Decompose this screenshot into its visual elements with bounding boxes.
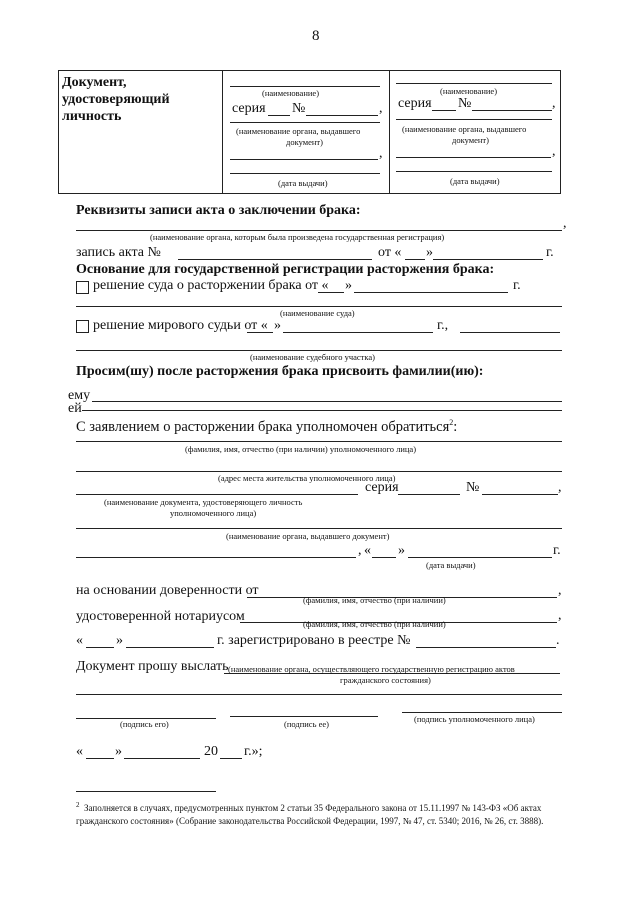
record-number-field[interactable] — [178, 259, 372, 260]
authorized-issuer-field-2[interactable] — [76, 557, 356, 558]
basis-heading: Основание для государственной регистрации расторжения брака: — [76, 262, 495, 277]
surname-her-field[interactable] — [82, 410, 562, 411]
magistrate-day-field[interactable] — [247, 332, 273, 333]
magistrate-extra-field[interactable] — [460, 332, 560, 333]
surname-him-field[interactable] — [92, 401, 562, 402]
record-day-field[interactable] — [405, 259, 425, 260]
issuer-field-2[interactable] — [396, 157, 551, 158]
signature-hers-field[interactable] — [230, 716, 378, 717]
number-field-2[interactable] — [472, 110, 552, 111]
surname-heading: Просим(шу) после расторжения брака присвоить фамилии(ию): — [76, 364, 484, 379]
authorized-heading: С заявлением о расторжении брака уполномочен обратиться$^2$: — [76, 418, 458, 435]
doc-name-field-1[interactable] — [230, 86, 380, 87]
footnote: $^2$ Заполняется в случаях, предусмотренных пунктом 2 статьи 35 Федерального закона от 15.11.1997 № 143-ФЗ «Об актах гражданского состояния» (Собрание законодательства Российской Федерации, 1997, № 47, ст. 5340; 2016, № 26, ст. 3888). — [76, 801, 544, 826]
sign-day-field[interactable] — [86, 758, 114, 759]
page-number: 8 — [312, 28, 320, 44]
magistrate-decision-checkbox[interactable] — [76, 320, 89, 333]
issue-date-field-1[interactable] — [230, 173, 380, 174]
issuer-field-1[interactable] — [230, 159, 378, 160]
court-day-field[interactable] — [318, 292, 344, 293]
authorized-doc-field[interactable] — [76, 494, 358, 495]
authorized-issuer-field[interactable] — [76, 528, 562, 529]
registry-number-field[interactable] — [416, 647, 556, 648]
signature-authorized-field[interactable] — [402, 712, 562, 713]
send-body-field-2[interactable] — [76, 694, 562, 695]
authorized-address-field[interactable] — [76, 471, 562, 472]
issue-date-field-2[interactable] — [396, 171, 552, 172]
court-name-field[interactable] — [76, 306, 562, 307]
court-month-year-field[interactable] — [354, 292, 508, 293]
marriage-record-heading: Реквизиты записи акта о заключении брака: — [76, 203, 361, 218]
series-field-1[interactable] — [268, 115, 290, 116]
series-field-2[interactable] — [432, 110, 456, 111]
registration-body-field[interactable] — [76, 230, 562, 231]
district-name-field[interactable] — [76, 350, 562, 351]
sign-year-field[interactable] — [220, 758, 242, 759]
authorized-month-year-field[interactable] — [408, 557, 552, 558]
sign-month-field[interactable] — [124, 758, 200, 759]
authorized-fio-field[interactable] — [76, 441, 562, 442]
record-month-year-field[interactable] — [433, 259, 543, 260]
number-field-1[interactable] — [306, 115, 378, 116]
magistrate-month-year-field[interactable] — [283, 332, 433, 333]
doc-name-field-2[interactable] — [396, 83, 552, 84]
authorized-series-field[interactable] — [398, 494, 460, 495]
authorized-day-field[interactable] — [372, 557, 396, 558]
court-decision-checkbox[interactable] — [76, 281, 89, 294]
registry-month-year-field[interactable] — [126, 647, 214, 648]
authorized-number-field[interactable] — [482, 494, 558, 495]
identity-doc-label: Документ, удостоверяющий личность — [62, 75, 170, 124]
footnote-separator — [76, 791, 216, 792]
registry-day-field[interactable] — [86, 647, 114, 648]
